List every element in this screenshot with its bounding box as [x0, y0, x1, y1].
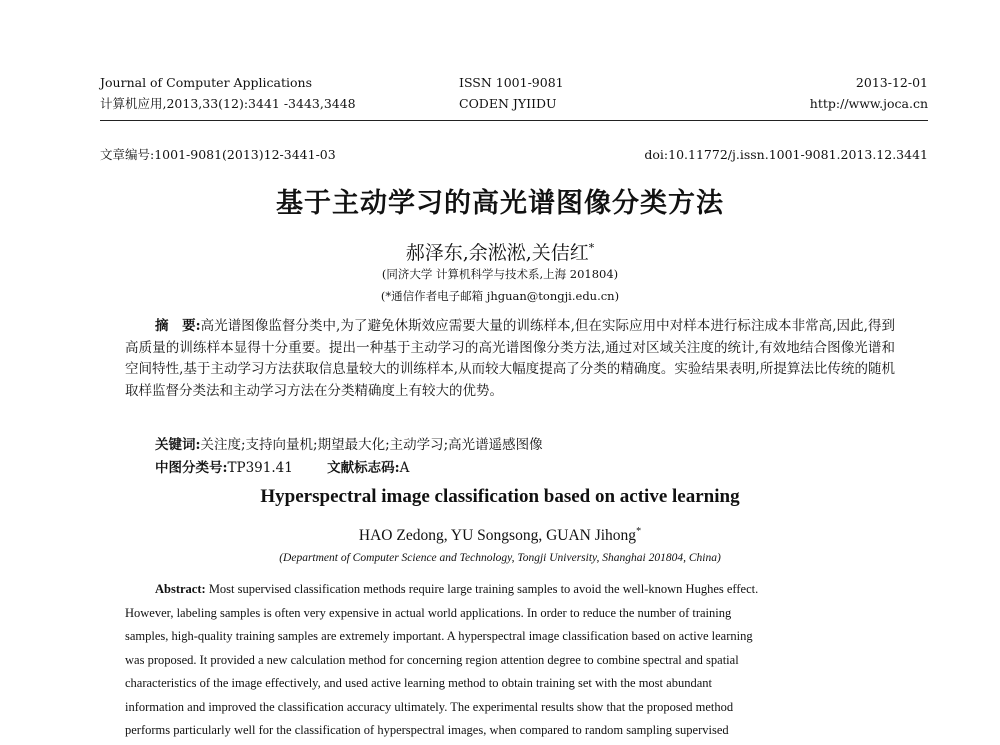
abstract-en-line: was proposed. It provided a new calculation method for concerning region attention degree to combine spectral and spatial: [125, 652, 739, 667]
authors-en-names: HAO Zedong, YU Songsong, GUAN Jihong: [358, 527, 637, 545]
keywords-label: 关键词:: [155, 437, 201, 453]
abstract-zh: [125, 316, 895, 402]
title-en: Hyperspectral image classification based on active learning: [260, 486, 740, 507]
article-number: 文章编号:1001-9081(2013)12-3441-03: [100, 147, 336, 162]
abstract-en-line: performs particularly well for the classification of hyperspectral images, when compared to random sampling supervised: [125, 723, 729, 737]
journal-citation-zh: 计算机应用,2013,33(12):3441 -3443,3448: [100, 96, 356, 111]
clc-value: TP391.41: [227, 460, 293, 476]
authors-zh: [0, 238, 1000, 265]
abstract-zh-label: 摘 要:: [155, 318, 201, 334]
doc-code-value: A: [399, 460, 410, 476]
issn: ISSN 1001-9081: [459, 75, 564, 90]
corresponding-email: (*通信作者电子邮箱 jhguan@tongji.edu.cn): [380, 289, 620, 303]
classification-zh: [155, 456, 409, 476]
issue-date: 2013-12-01: [855, 75, 928, 90]
doc-code-label: 文献标志码:: [327, 460, 400, 476]
abstract-en-line: samples, high-quality training samples are extremely important. A hyperspectral image classification based on active learning: [125, 629, 753, 643]
doi[interactable]: doi:10.11772/j.issn.1001-9081.2013.12.3441: [644, 147, 928, 162]
journal-name-en: Journal of Computer Applications: [100, 75, 313, 90]
authors-zh-names: 郝泽东,余淞淞,关佶红: [405, 242, 589, 264]
abstract-en-line: characteristics of the image effectively, and used active learning method to obtain training set with the most abundant: [125, 676, 712, 690]
abstract-en-line: However, labeling samples is often very expensive in actual world applications. In order to reduce the number of training: [125, 605, 732, 620]
affiliation-en: (Department of Computer Science and Technology, Tongji University, Shanghai 201804, China): [279, 552, 721, 564]
abstract-zh-text: 高光谱图像监督分类中,为了避免休斯效应需要大量的训练样本,但在实际应用中对样本进行标注成本非常高,因此,得到高质量的训练样本显得十分重要。提出一种基于主动学习的高光谱图像分类方法,通过对区域关注度的统计,有效地结合图像光谱和空间特性,基于主动学习方法获取信息量较大的训练样本,从而较大幅度提高了分类的精确度。实验结果表明,所提算法比传统的随机取样监督分类法和主动学习方法在分类精确度上有较大的优势。: [125, 318, 895, 399]
abstract-en: [125, 578, 895, 743]
keywords-zh: [155, 433, 543, 453]
clc-label: 中图分类号:: [155, 460, 228, 476]
abstract-en-line: Abstract: Most supervised classification methods require large training samples to avoid the well-known Hughes effect.: [155, 582, 759, 596]
author-mark-zh: *: [588, 241, 595, 255]
keywords-text: 关注度;支持向量机;期望最大化;主动学习;高光谱遥感图像: [200, 437, 543, 453]
author-mark-en: *: [636, 526, 642, 537]
abstract-en-line: information and improved the classification accuracy ultimately. The experimental results show that the proposed method: [125, 699, 734, 714]
title-zh: 基于主动学习的高光谱图像分类方法: [276, 188, 724, 219]
coden: CODEN JYIIDU: [459, 96, 557, 111]
header-rule: [100, 120, 928, 121]
affiliation-zh: (同济大学 计算机科学与技术系,上海 201804): [381, 267, 619, 281]
abstract-en-label: Abstract:: [155, 582, 206, 596]
journal-url[interactable]: http://www.joca.cn: [809, 96, 928, 111]
authors-en: [0, 526, 1000, 545]
